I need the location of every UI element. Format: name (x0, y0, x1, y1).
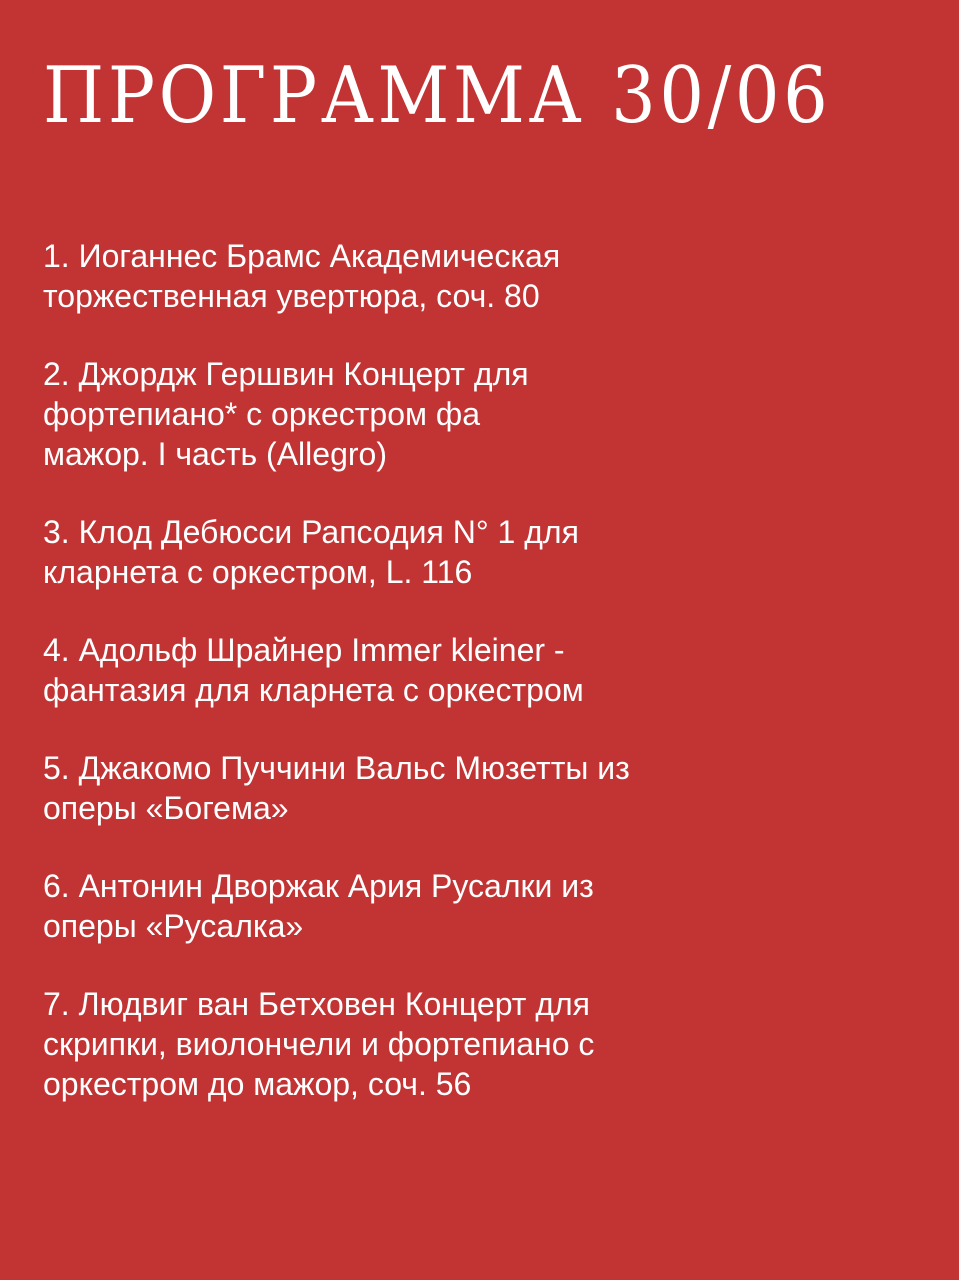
page-title: ПРОГРАММА 30/06 (43, 51, 832, 141)
program-item-1: 1. Иоганнес Брамс Академическая торжественная увертюра, соч. 80 (43, 238, 561, 314)
program-item-6: 6. Антонин Дворжак Ария Русалки из оперы «Русалка» (43, 868, 594, 944)
program-item-7: 7. Людвиг ван Бетховен Концерт для скрипки, виолончели и фортепиано с оркестром до мажор, соч. 56 (43, 986, 595, 1102)
program-item-5: 5. Джакомо Пуччини Вальс Мюзетты из оперы «Богема» (43, 750, 630, 826)
program-item-4: 4. Адольф Шрайнер Immer kleiner - фантазия для кларнета с оркестром (43, 632, 584, 708)
program-list (43, 236, 763, 1142)
program-item-3: 3. Клод Дебюсси Рапсодия N° 1 для кларнета с оркестром, L. 116 (43, 514, 579, 590)
program-item-2: 2. Джордж Гершвин Концерт для фортепиано* с оркестром фа мажор. I часть (Allegro) (43, 356, 529, 472)
